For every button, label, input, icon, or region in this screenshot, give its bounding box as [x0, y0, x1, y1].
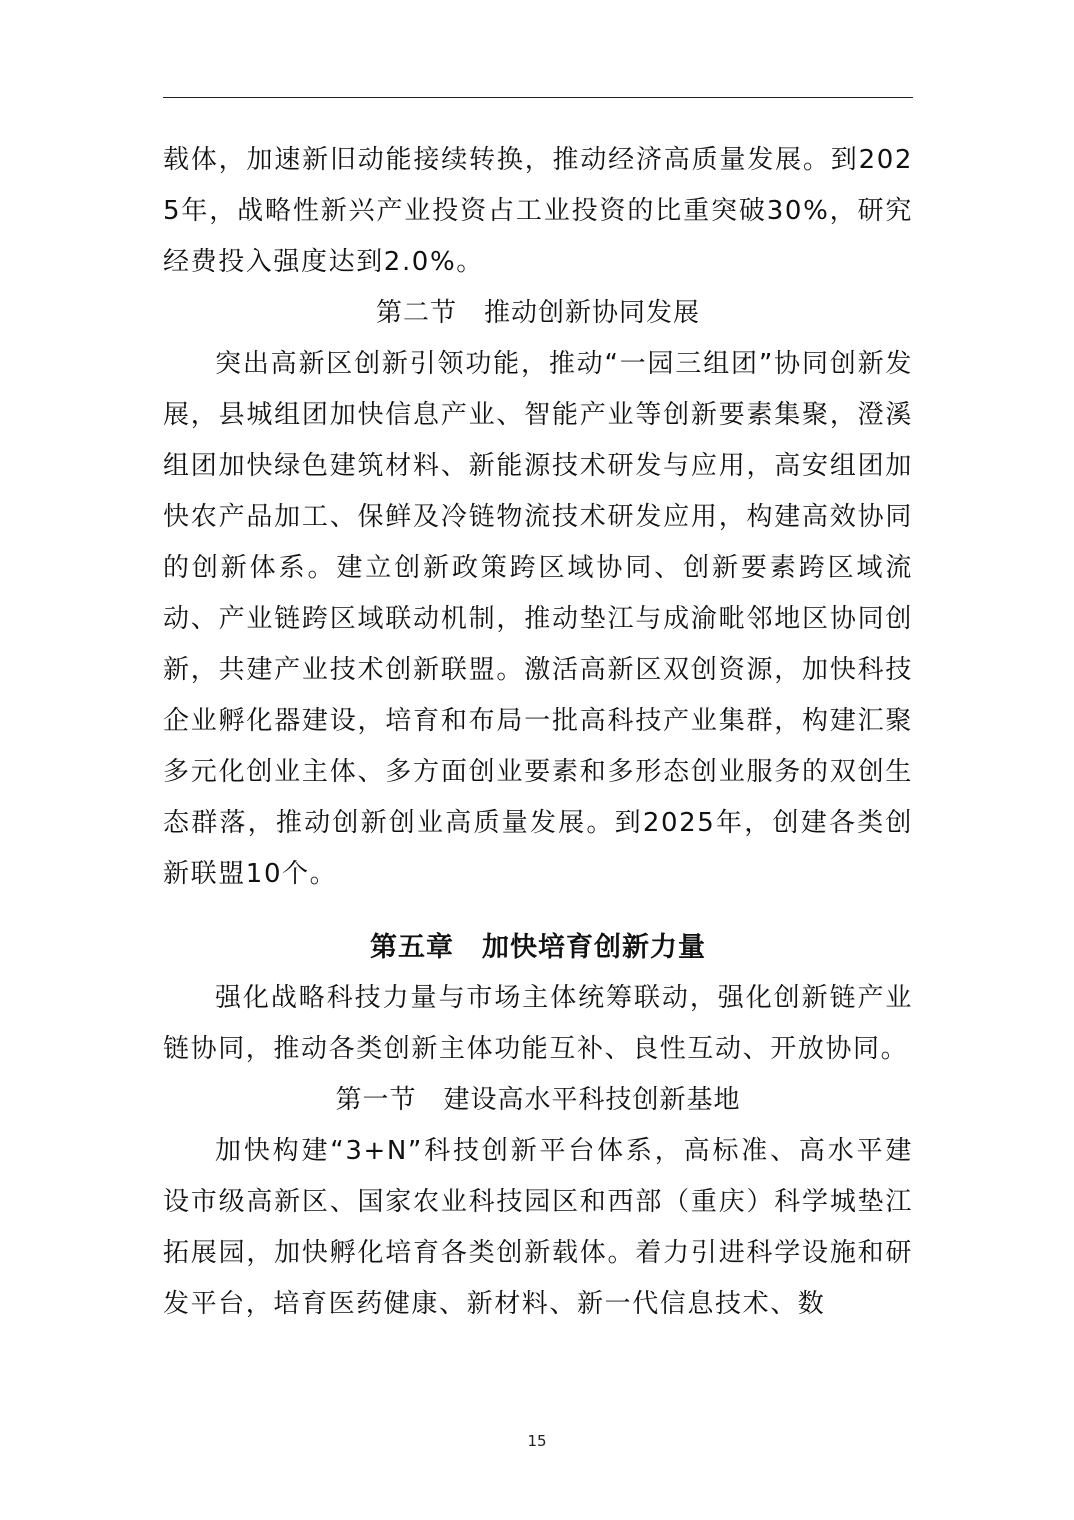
chapter-title-5: 第五章 加快培育创新力量 [370, 932, 706, 963]
header-rule [163, 97, 913, 98]
paragraph-innovation-synergy: 突出高新区创新引领功能，推动“一园三组团”协同创新发展，县城组团加快信息产业、智能产业等创新要素集聚，澄溪组团加快绿色建筑材料、新能源技术研发与应用，高安组团加快农产品加工、保鲜及冷链物流技术研发应用，构建高效协同的创新体系。建立创新政策跨区域协同、创新要素跨区域流动、产业链跨区域联动机制，推动垫江与成渝毗邻地区协同创新，共建产业技术创新联盟。激活高新区双创资源，加快科技企业孵化器建设，培育和布局一批高科技产业集群，构建汇聚多元化创业主体、多方面创业要素和多形态创业服务的双创生态群落，推动创新创业高质量发展。到2025年，创建各类创新联盟10个。 [163, 349, 913, 889]
section-title-2: 第二节 推动创新协同发展 [375, 298, 700, 328]
section-title-1: 第一节 建设高水平科技创新基地 [335, 1085, 741, 1115]
paragraph-continued: 载体，加速新旧动能接续转换，推动经济高质量发展。到2025年，战略性新兴产业投资占工业投资的比重突破30%，研究经费投入强度达到2.0%。 [163, 145, 913, 277]
page-number: 15 [527, 1432, 547, 1450]
paragraph-chapter-intro: 强化战略科技力量与市场主体统筹联动，强化创新链产业链协同，推动各类创新主体功能互补、良性互动、开放协同。 [163, 983, 913, 1064]
paragraph-innovation-base: 加快构建“3+N”科技创新平台体系，高标准、高水平建设市级高新区、国家农业科技园区和西部（重庆）科学城垫江拓展园，加快孵化培育各类创新载体。着力引进科学设施和研发平台，培育医药健康、新材料、新一代信息技术、数 [163, 1136, 913, 1319]
page-content [163, 135, 913, 1330]
